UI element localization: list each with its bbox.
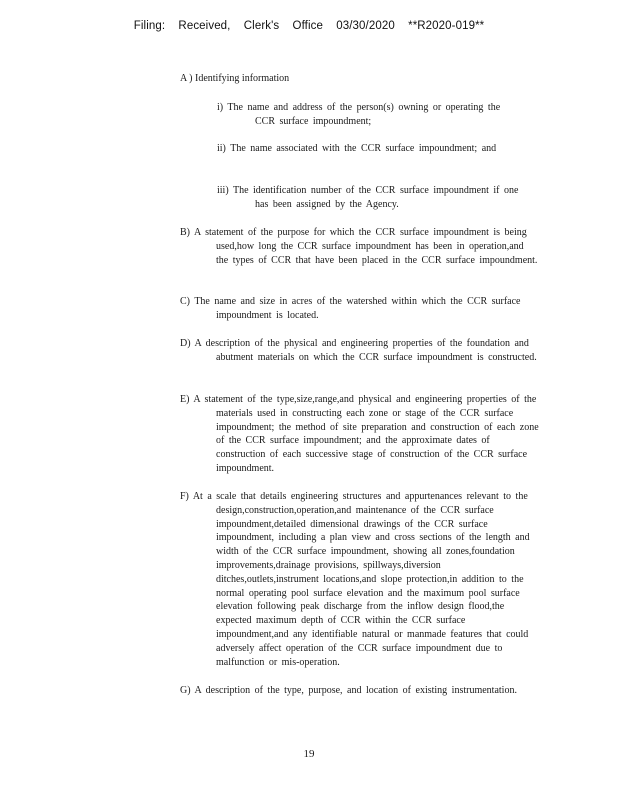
section-c: C) The name and size in acres of the watershed within which the CCR surface impoundment is located. <box>180 296 521 321</box>
page-number: 19 <box>303 748 315 760</box>
section-a-label: A ) Identifying information <box>180 73 290 84</box>
section-b: B) A statement of the purpose for which the CCR surface impoundment is being used,how long the CCR surface impoundment has been in operation,and the types of CCR that have been placed in the CCR surface impoundment. <box>180 227 538 266</box>
section-e: E) A statement of the type,size,range,and physical and engineering properties of the materials used in constructing each zone or stage of the CCR surface impoundment; the method of site preparation and construction of each zone of the CCR surface impoundment; and the approximate dates of construction of each successive stage of construction of the CCR surface impoundment. <box>180 394 539 474</box>
filing-header: Filing: Received, Clerk's Office 03/30/2020 **R2020-019** <box>133 20 485 32</box>
section-a-heading <box>180 72 540 86</box>
section-f: F) At a scale that details engineering structures and appurtenances relevant to the design,construction,operation,and maintenance of the CCR surface impoundment,detailed dimensional drawings of the CCR surface impoundment, including a plan view and cross sections of the length and width of the CCR surface impoundment, showing all zones,foundation improvements,drainage provisions, spillways,diversion ditches,outlets,instrument locations,and slope protection,in addition to the normal operating pool surface elevation and the maximum pool surface elevation following peak discharge from the inflow design flood,the expected maximum depth of CCR within the CCR surface impoundment,and any identifiable natural or manmade features that could adversely affect operation of the CCR surface impoundment due to malfunction or mis-operation. <box>180 491 530 668</box>
section-a-item-2: ii) The name associated with the CCR surface impoundment; and <box>217 143 497 154</box>
section-a-item-1: i) The name and address of the person(s) owning or operating the CCR surface impoundment; <box>217 102 501 127</box>
section-d: D) A description of the physical and engineering properties of the foundation and abutment materials on which the CCR surface impoundment is constructed. <box>180 338 537 363</box>
section-g: G) A description of the type, purpose, and location of existing instrumentation. <box>180 685 517 696</box>
section-a-item-3: iii) The identification number of the CCR surface impoundment if one has been assigned by the Agency. <box>217 185 519 210</box>
